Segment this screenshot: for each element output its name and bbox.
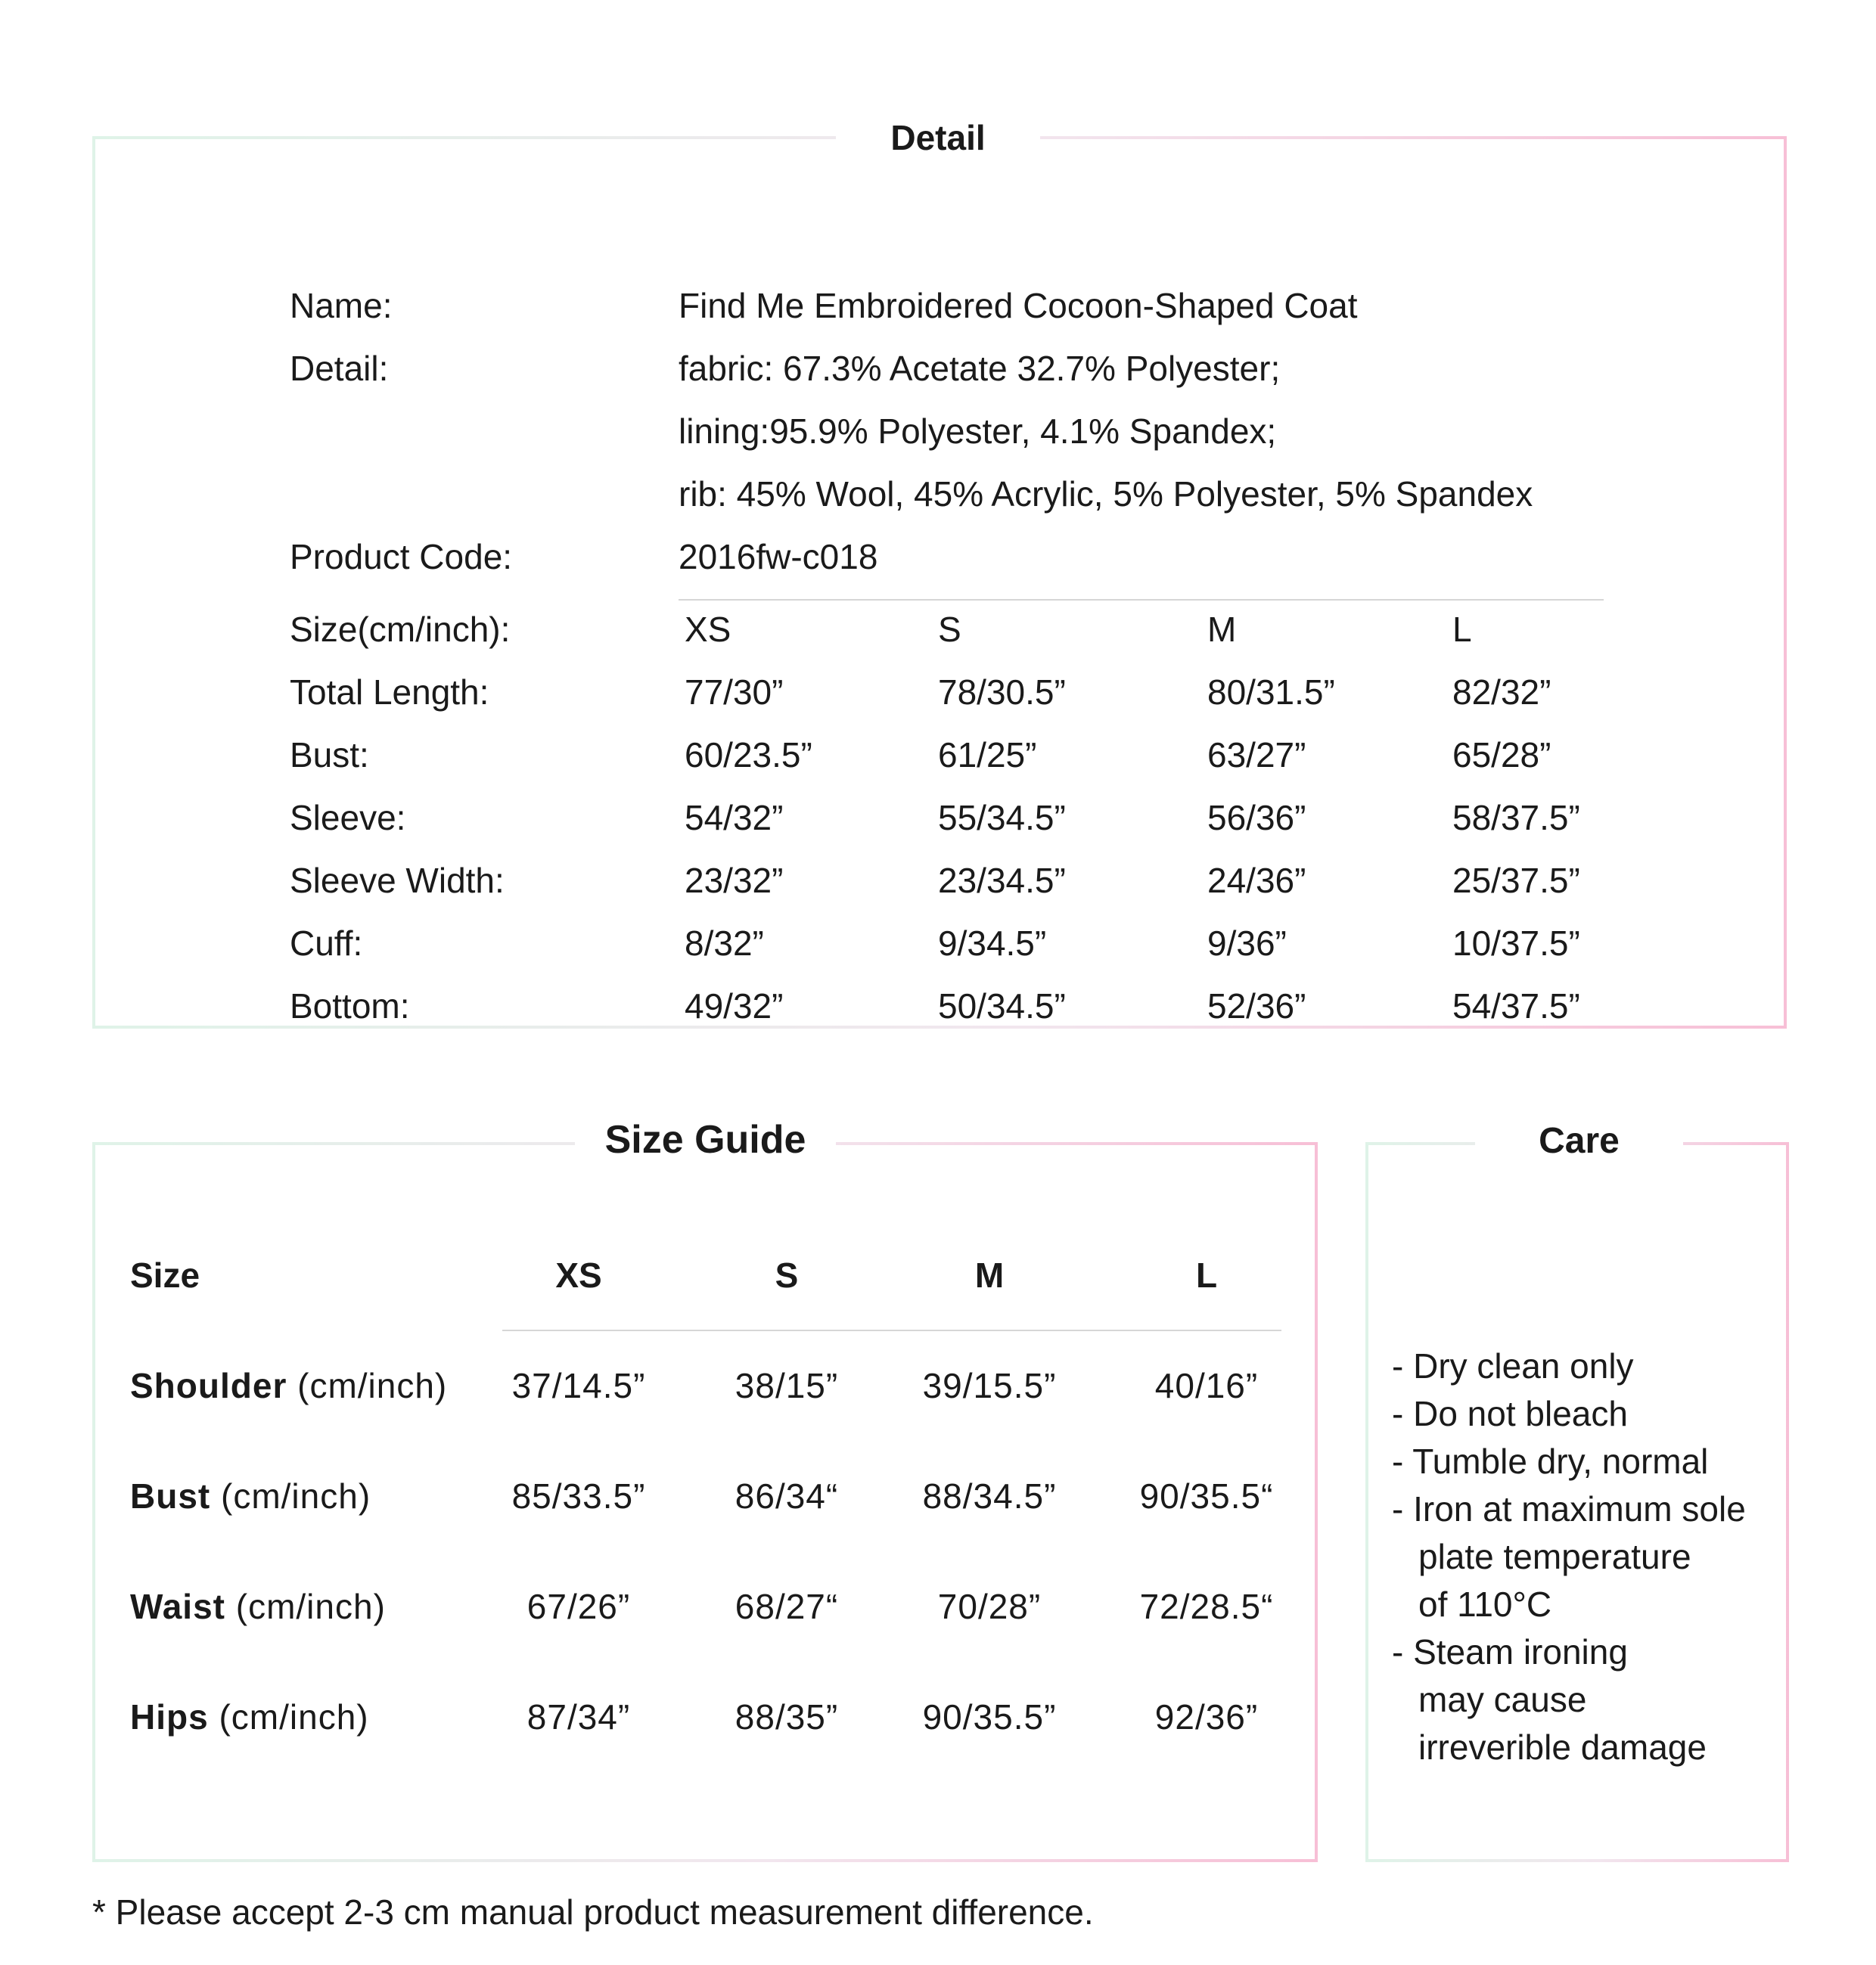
- row-value: 23/32”: [685, 861, 784, 900]
- size-header-label: Size(cm/inch):: [290, 610, 511, 649]
- row-value: 65/28”: [1452, 735, 1551, 775]
- size-guide-divider: [502, 1330, 1281, 1331]
- size-header-s: S: [938, 610, 961, 649]
- size-header-xs: XS: [685, 610, 731, 649]
- size-guide-value: 88/35”: [735, 1697, 839, 1737]
- detail-divider: [679, 599, 1604, 601]
- detail-label: Detail:: [290, 349, 389, 388]
- size-guide-header-m: M: [974, 1256, 1005, 1295]
- product-code-value: 2016fw-c018: [679, 537, 878, 576]
- size-guide-value: 88/34.5”: [922, 1476, 1057, 1516]
- row-label: Sleeve:: [290, 798, 406, 837]
- care-line: of 110°C: [1418, 1585, 1552, 1624]
- row-label: Cuff:: [290, 924, 363, 963]
- row-value: 77/30”: [685, 672, 784, 712]
- row-value: 63/27”: [1207, 735, 1306, 775]
- care-line: plate temperature: [1418, 1537, 1691, 1576]
- row-value: 61/25”: [938, 735, 1037, 775]
- row-label: Total Length:: [290, 672, 489, 712]
- size-guide-value: 39/15.5”: [922, 1366, 1057, 1405]
- row-value: 60/23.5”: [685, 735, 812, 775]
- row-label: Bust:: [290, 735, 369, 775]
- size-guide-value: 67/26”: [526, 1587, 631, 1626]
- row-value: 23/34.5”: [938, 861, 1066, 900]
- care-line: - Tumble dry, normal: [1392, 1442, 1709, 1481]
- row-value: 50/34.5”: [938, 986, 1066, 1026]
- row-value: 54/32”: [685, 798, 784, 837]
- size-guide-value: 92/36”: [1154, 1697, 1259, 1737]
- care-line: - Dry clean only: [1392, 1346, 1634, 1386]
- care-line: - Do not bleach: [1392, 1394, 1628, 1433]
- care-line: irreverible damage: [1418, 1728, 1707, 1767]
- size-guide-value: 86/34“: [735, 1476, 839, 1516]
- care-line: - Iron at maximum sole: [1392, 1489, 1746, 1529]
- size-guide-value: 40/16”: [1154, 1366, 1259, 1405]
- row-value: 55/34.5”: [938, 798, 1066, 837]
- care-title: Care: [1475, 1116, 1683, 1167]
- row-value: 9/36”: [1207, 924, 1287, 963]
- detail-line-rib: rib: 45% Wool, 45% Acrylic, 5% Polyester, 5% Spandex: [679, 474, 1533, 514]
- size-guide-value: 68/27“: [735, 1587, 839, 1626]
- name-label: Name:: [290, 286, 393, 325]
- detail-title: Detail: [836, 113, 1040, 162]
- name-value: Find Me Embroidered Cocoon-Shaped Coat: [679, 286, 1358, 325]
- size-guide-value: 72/28.5“: [1139, 1587, 1274, 1626]
- size-guide-row-label: Shoulder (cm/inch): [130, 1366, 448, 1405]
- row-label: Sleeve Width:: [290, 861, 505, 900]
- size-guide-value: 90/35.5“: [1139, 1476, 1274, 1516]
- size-guide-header-s: S: [775, 1256, 799, 1295]
- row-value: 80/31.5”: [1207, 672, 1335, 712]
- care-line: - Steam ironing: [1392, 1632, 1628, 1672]
- size-guide-row-label: Hips (cm/inch): [130, 1697, 369, 1737]
- row-value: 58/37.5”: [1452, 798, 1580, 837]
- size-guide-value: 90/35.5”: [922, 1697, 1057, 1737]
- size-header-l: L: [1452, 610, 1472, 649]
- row-value: 78/30.5”: [938, 672, 1066, 712]
- size-guide-title: Size Guide: [575, 1113, 836, 1166]
- row-value: 54/37.5”: [1452, 986, 1580, 1026]
- size-guide-value: 85/33.5”: [511, 1476, 646, 1516]
- size-guide-value: 87/34”: [526, 1697, 631, 1737]
- row-value: 82/32”: [1452, 672, 1551, 712]
- care-line: may cause: [1418, 1680, 1587, 1719]
- size-guide-header-l: L: [1195, 1256, 1218, 1295]
- size-guide-value: 38/15”: [735, 1366, 839, 1405]
- row-value: 8/32”: [685, 924, 764, 963]
- product-code-label: Product Code:: [290, 537, 513, 576]
- row-value: 9/34.5”: [938, 924, 1047, 963]
- size-guide-header-xs: XS: [555, 1256, 602, 1295]
- row-value: 24/36”: [1207, 861, 1306, 900]
- detail-line-fabric: fabric: 67.3% Acetate 32.7% Polyester;: [679, 349, 1281, 388]
- row-value: 25/37.5”: [1452, 861, 1580, 900]
- size-header-m: M: [1207, 610, 1237, 649]
- row-value: 10/37.5”: [1452, 924, 1580, 963]
- row-value: 52/36”: [1207, 986, 1306, 1026]
- row-label: Bottom:: [290, 986, 410, 1026]
- size-guide-value: 70/28”: [937, 1587, 1042, 1626]
- row-value: 56/36”: [1207, 798, 1306, 837]
- measurement-footnote: * Please accept 2-3 cm manual product measurement difference.: [92, 1892, 1094, 1932]
- size-guide-row-label: Waist (cm/inch): [130, 1587, 386, 1626]
- row-value: 49/32”: [685, 986, 784, 1026]
- size-guide-row-label: Bust (cm/inch): [130, 1476, 371, 1516]
- size-guide-value: 37/14.5”: [511, 1366, 646, 1405]
- detail-line-lining: lining:95.9% Polyester, 4.1% Spandex;: [679, 411, 1277, 451]
- size-guide-header-label: Size: [130, 1256, 200, 1295]
